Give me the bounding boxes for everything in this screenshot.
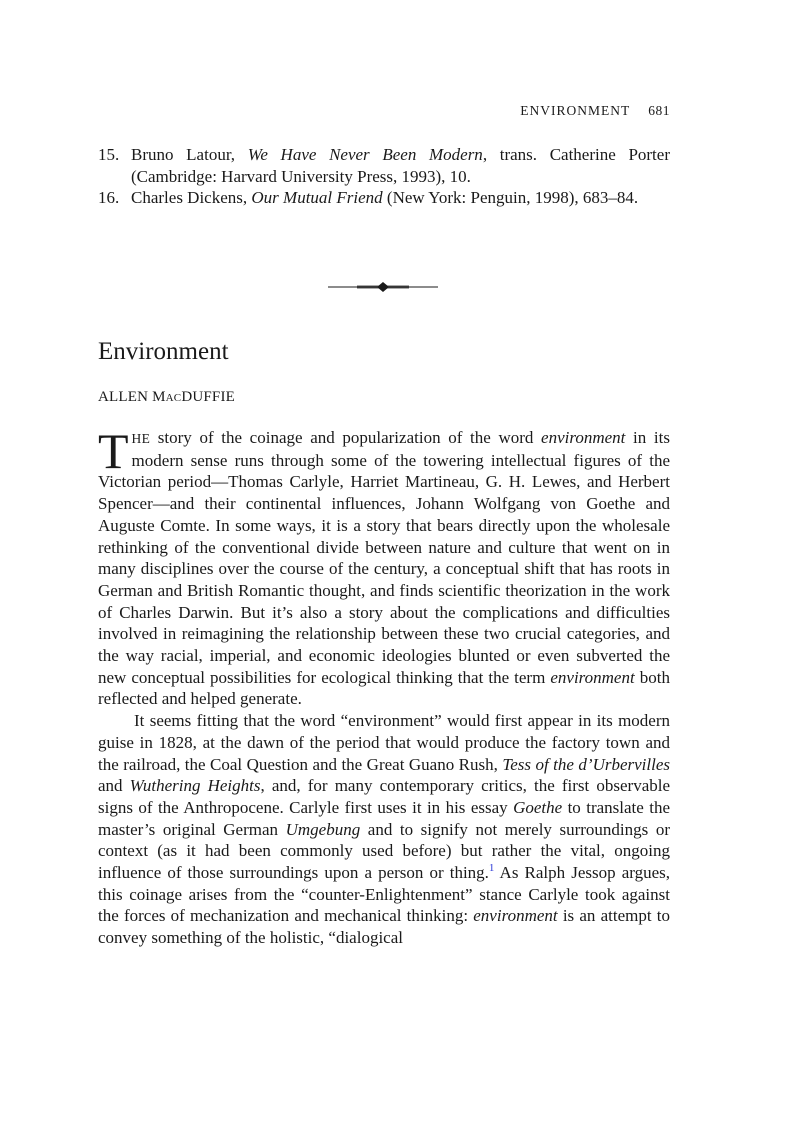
emphasis: Umgebung xyxy=(285,819,361,839)
paragraph-text: It seems fitting that the word “environment” would first appear in its modern guise in 1828, at the dawn of the period that would produce the factory town and the railroad, the Coal Question and the Great Guano Rush, xyxy=(98,711,670,774)
author-name-part: DUFFIE xyxy=(181,389,236,405)
emphasis: Tess of the d’Urbervilles xyxy=(502,754,670,774)
author-name-part: AC xyxy=(165,392,182,404)
emphasis: environment xyxy=(541,428,626,447)
emphasis: Goethe xyxy=(513,797,563,817)
endnote-number: 15. xyxy=(98,145,120,164)
footnote-link[interactable]: 1 xyxy=(488,862,495,875)
article-body xyxy=(98,423,671,949)
paragraph xyxy=(98,423,670,710)
paragraph-text: to translate the master’s original German xyxy=(98,797,670,839)
emphasis: environment xyxy=(473,906,558,926)
emphasis: Wuthering Heights xyxy=(129,776,261,796)
running-head-title: ENVIRONMENT xyxy=(520,103,631,118)
paragraph-text: and xyxy=(98,776,130,796)
page-number: 681 xyxy=(648,103,670,118)
paragraph-text: story of the coinage and popularization of the word xyxy=(150,428,542,447)
author-name xyxy=(98,389,235,406)
endnote-15 xyxy=(98,144,670,187)
endnote-text: Charles Dickens, xyxy=(131,188,252,208)
endnote-text: Bruno Latour, xyxy=(131,145,248,164)
author-name-part: ALLEN M xyxy=(98,389,166,405)
endnote-number: 16. xyxy=(98,188,120,208)
paragraph-text: , and, for many contemporary critics, the first observable signs of the Anthropocene. Carlyle first uses it in his essay xyxy=(98,776,671,817)
section-divider-ornament xyxy=(327,281,439,293)
paragraph xyxy=(98,710,670,949)
emphasis: environment xyxy=(550,667,635,687)
section-title: Environment xyxy=(98,338,229,365)
paragraph-text: and to signify not merely surroundings or context (as it had been commonly used before) but rather the vital, ongoing influence of those surroundings upon a person or thing. xyxy=(98,819,670,883)
paragraph-text: is an attempt to convey something of the holistic, “dialogical xyxy=(98,906,670,948)
lead-in: HE xyxy=(131,431,151,446)
endnotes xyxy=(98,144,670,209)
paragraph-text: both reflected and helped generate. xyxy=(98,667,670,709)
drop-cap: T xyxy=(98,423,129,479)
endnote-text: (New York: Penguin, 1998), 683–84. xyxy=(382,188,639,208)
endnote-text: , trans. Catherine Porter (Cambridge: Harvard University Press, 1993), 10. xyxy=(131,145,670,186)
paragraph-text: As Ralph Jessop argues, this coinage arises from the “counter-Enlightenment” stance Carlyle took against the forces of mechanization and mechanical thinking: xyxy=(98,863,670,926)
paragraph-text: in its modern sense runs through some of the towering intellectual figures of the Victorian period—Thomas Carlyle, Harriet Martineau, G. H. Lewes, and Herbert Spencer—and their continental influences, Johann Wolfgang von Goethe and Auguste Comte. In some ways, it is a story that bears directly upon the wholesale rethinking of the conventional divide between nature and culture that went on in many disciplines over the course of the century, a conceptual shift that has roots in German and British Romantic thought, and finds scientific theorization in the work of Charles Darwin. But it’s also a story about the complications and difficulties involved in reimagining the relationship between these two crucial categories, and the way racial, imperial, and economic ideologies blunted or even subverted the new conceptual possibilities for ecological thinking that the term xyxy=(98,428,670,687)
endnote-16 xyxy=(98,187,670,209)
endnote-title: Our Mutual Friend xyxy=(251,188,383,208)
endnote-title: We Have Never Been Modern xyxy=(247,145,483,164)
running-head xyxy=(98,103,670,119)
